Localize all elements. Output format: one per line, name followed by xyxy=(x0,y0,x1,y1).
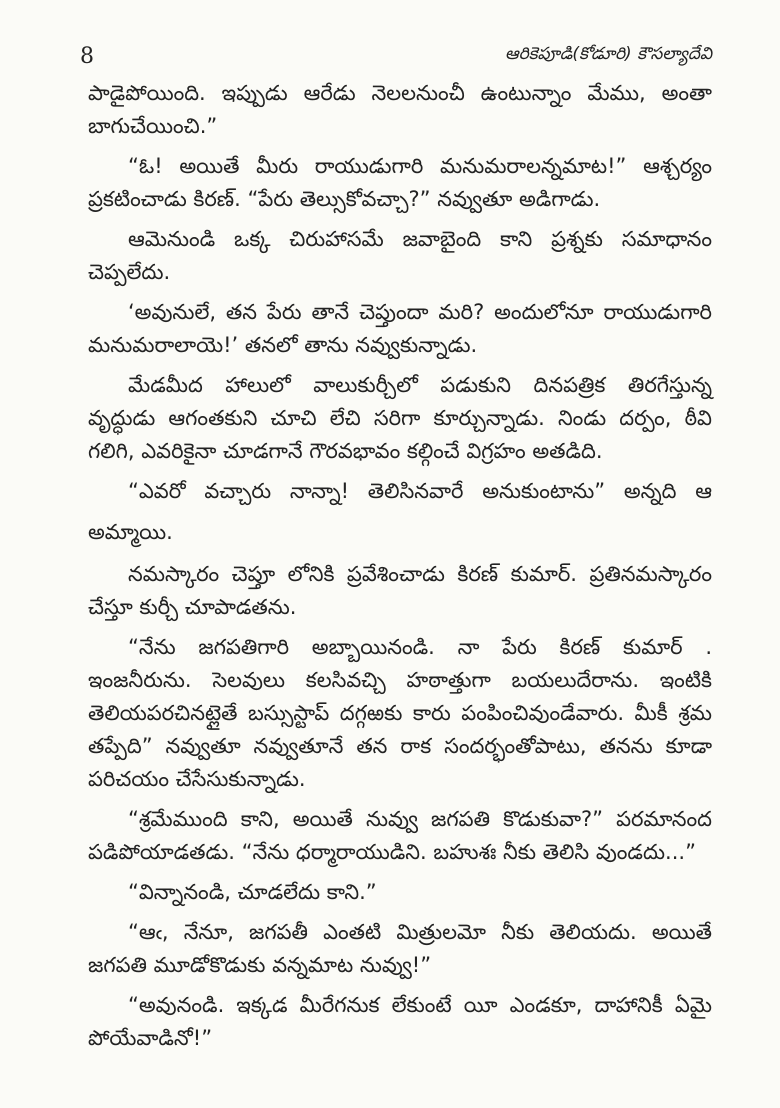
text-line: “శ్రమేముంది కాని, అయితే నువ్వు జగపతి కొడుకువా?” పరమానంద xyxy=(128,807,712,831)
text-line: “అవునండి. ఇక్కడ మీరేగనుక లేకుంటే యీ ఎండకూ, దాహానికీ ఏమై xyxy=(128,993,712,1017)
text-line: వృద్ధుడు ఆగంతకుని చూచి లేచి సరిగా కూర్చున్నాడు. నిండు దర్పం, ఠీవి xyxy=(88,406,712,430)
text-line: పడిపోయాడతడు. “నేను ధర్మారాయుడిని. బహుశః నీకు తెలిసి వుండదు...” xyxy=(88,840,696,864)
text-line: బాగుచేయించి.” xyxy=(88,114,218,138)
text-line: పరిచయం చేసేసుకున్నాడు. xyxy=(88,767,306,791)
text-line: ఇంజనీరును. సెలవులు కలసివచ్చి హఠాత్తుగా బయలుదేరాను. ఇంటికి xyxy=(88,668,712,692)
text-line: చేస్తూ కుర్చీ చూపాడతను. xyxy=(88,595,297,619)
text-line: పోయేవాడినో!” xyxy=(88,1026,213,1050)
text-line: “ఆఁ, నేనూ, జగపతీ ఎంతటి మిత్రులమో నీకు తెలియదు. అయితే xyxy=(128,920,712,944)
text-line: “విన్నానండి, చూడలేదు కాని.” xyxy=(128,880,377,904)
text-line: నమస్కారం చెప్తూ లోనికి ప్రవేశించాడు కిరణ్ కుమార్. ప్రతినమస్కారం xyxy=(128,562,712,586)
text-line: గలిగి, ఎవరికైనా చూడగానే గౌరవభావం కల్గించే విగ్రహం అతడిది. xyxy=(88,439,603,463)
text-line: పాడైపోయింది. ఇప్పుడు ఆరేడు నెలలనుంచీ ఉంటున్నాం మేము, అంతా xyxy=(88,81,712,105)
text-line: తెలియపరచినట్లైతే బస్సుస్టాప్ దగ్గఱకు కారు పంపించివుండేవారు. మీకీ శ్రమ xyxy=(88,701,712,725)
text-line: ‘అవునులే, తన పేరు తానే చెప్తుందా మరి? అందులోనూ రాయుడుగారి xyxy=(128,300,712,324)
text-line: మేడమీద హాలులో వాలుకుర్చీలో పడుకుని దినపత్రిక తిరగేస్తున్న xyxy=(128,373,712,397)
text-line: తప్పేది” నవ్వుతూ నవ్వుతూనే తన రాక సందర్భంతోపాటు, తనను కూడా xyxy=(88,734,712,758)
text-line: ప్రకటించాడు కిరణ్. “పేరు తెల్సుకోవచ్చా?” నవ్వుతూ అడిగాడు. xyxy=(88,187,601,211)
text-line: చెప్పలేదు. xyxy=(88,260,171,284)
text-line: అమ్మాయి. xyxy=(88,520,173,544)
text-line: ఆమెనుండి ఒక్క చిరుహాసమే జవాబైంది కాని ప్రశ్నకు సమాధానం xyxy=(128,227,712,251)
text-line: “ఎవరో వచ్చారు నాన్నా! తెలిసినవారే అనుకుంటాను” అన్నది ఆ xyxy=(128,479,712,503)
text-line: జగపతి మూడోకొడుకు వన్నమాట నువ్వు!” xyxy=(88,953,432,977)
text-line: “నేను జగపతిగారి అబ్బాయినండి. నా పేరు కిరణ్ కుమార్ . xyxy=(128,635,712,659)
running-title: ఆరికెపూడి(కోడూరి) కౌసల్యాదేవి xyxy=(505,44,712,64)
text-line: “ఓ! అయితే మీరు రాయుడుగారి మనుమరాలన్నమాట!” ఆశ్చర్యం xyxy=(128,154,712,178)
text-line: మనుమరాలాయె!’ తనలో తాను నవ్వుకున్నాడు. xyxy=(88,333,478,357)
page-number: 8 xyxy=(80,44,94,69)
